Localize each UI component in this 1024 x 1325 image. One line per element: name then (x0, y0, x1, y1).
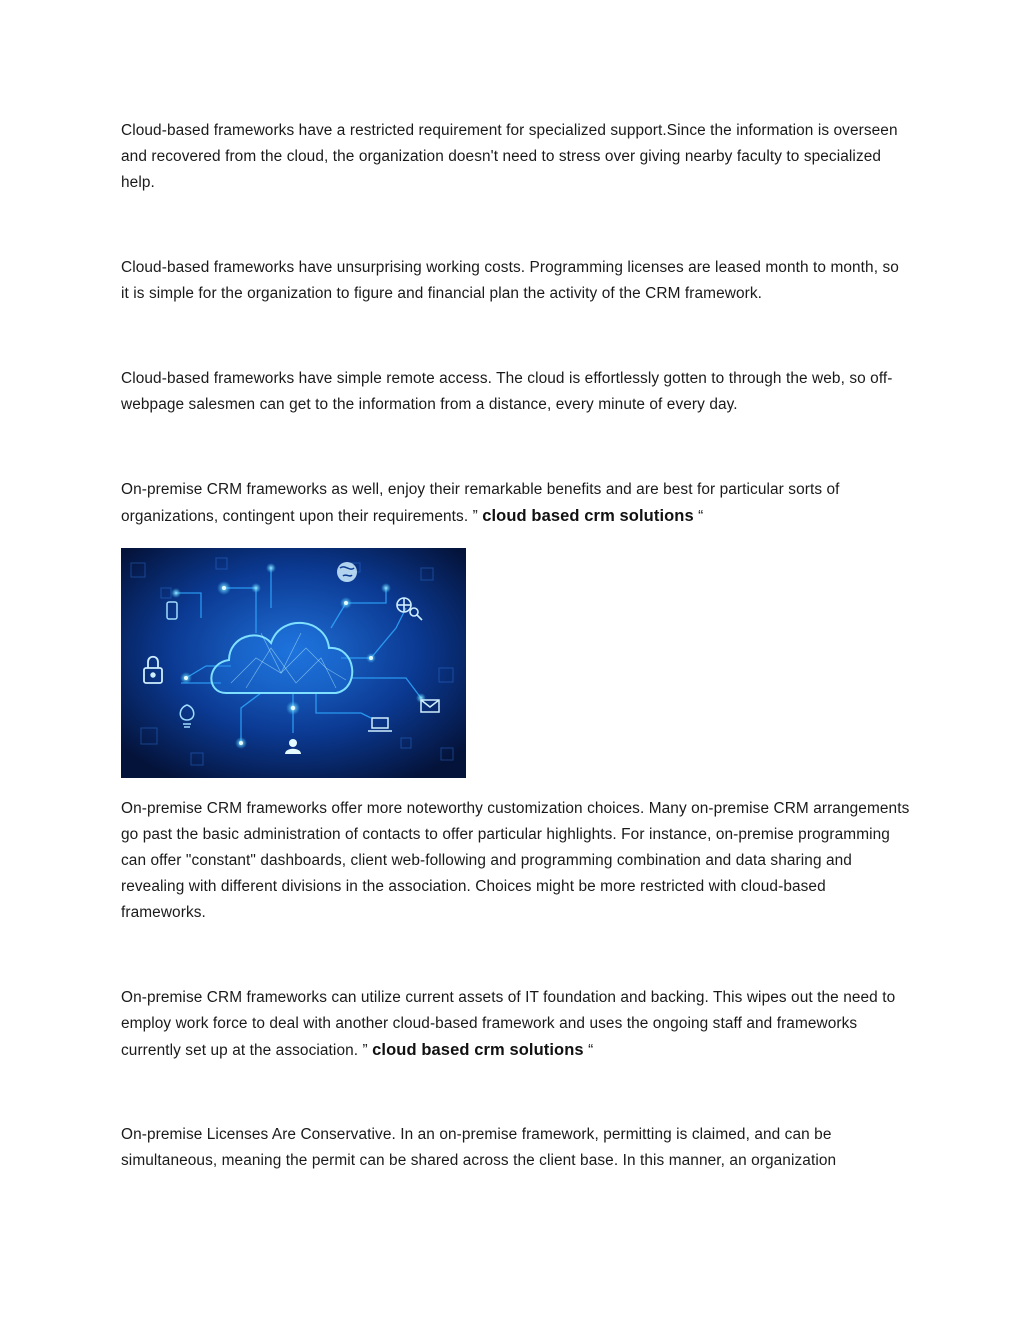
paragraph-licenses: On-premise Licenses Are Conservative. In an on-premise framework, permitting is claimed, and can be simultaneous, meaning the permit can be shared across the client base. In this manner, an organization (121, 1126, 837, 1169)
closing-quote: “ (588, 1042, 594, 1059)
keyword-link[interactable]: cloud based crm solutions (372, 1041, 584, 1059)
paragraph-text: On-premise CRM frameworks as well, enjoy their remarkable benefits and are best for particular sorts of organizations, contingent upon their requirements. ” (121, 481, 840, 525)
paragraph-support: Cloud-based frameworks have a restricted requirement for specialized support.Since the information is overseen and recovered from the cloud, the organization doesn't need to stress over giving nearby faculty to specialized help. (121, 122, 898, 191)
paragraph-costs: Cloud-based frameworks have unsurprising working costs. Programming licenses are leased month to month, so it is simple for the organization to figure and financial plan the activity of the CRM framework. (121, 259, 899, 302)
globe-icon (337, 562, 357, 582)
paragraph-customization: On-premise CRM frameworks offer more noteworthy customization choices. Many on-premise CRM arrangements go past the basic administration of contacts to offer particular highlights. For instance, on-premise programming can offer "constant" dashboards, client web-following and programming combination and data sharing and revealing with different divisions in the association. Choices might be more restricted with cloud-based frameworks. (121, 800, 910, 921)
paragraph-it-foundation (121, 985, 911, 1064)
paragraph-on-premise-benefits (121, 477, 911, 530)
cloud-network-image (121, 548, 466, 778)
closing-quote: “ (698, 508, 704, 525)
paragraph-text: On-premise CRM frameworks can utilize current assets of IT foundation and backing. This wipes out the need to employ work force to deal with another cloud-based framework and uses the ongoing staff and frameworks currently set up at the association. ” (121, 989, 896, 1059)
paragraph-remote-access: Cloud-based frameworks have simple remote access. The cloud is effortlessly gotten to through the web, so off-webpage salesmen can get to the information from a distance, every minute of every day. (121, 370, 893, 413)
keyword-link[interactable]: cloud based crm solutions (482, 507, 694, 525)
